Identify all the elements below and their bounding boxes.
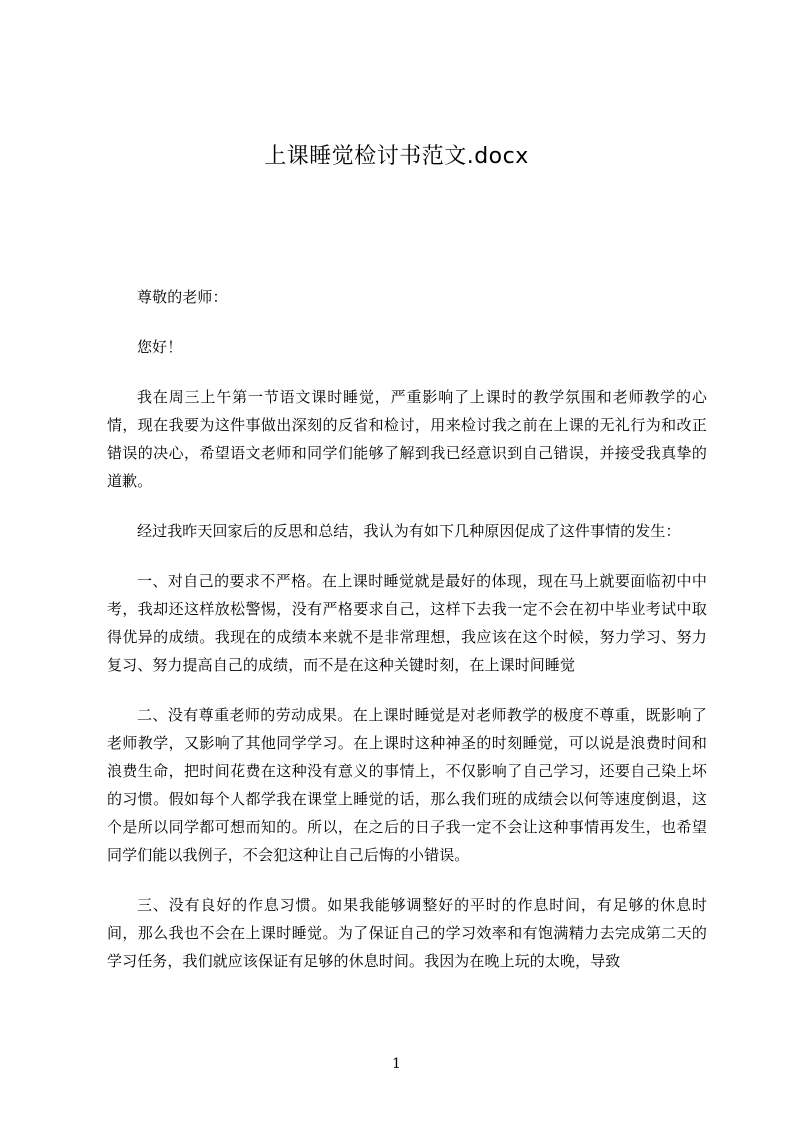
document-title: 上课睡觉检讨书范文.docx xyxy=(264,144,529,169)
body-paragraph: 二、没有尊重老师的劳动成果。在上课时睡觉是对老师教学的极度不尊重，既影响了老师教学，又影响了其他同学学习。在上课时这种神圣的时刻睡觉，可以说是浪费时间和浪费生命，把时间花费在这种没有意义的事情上，不仅影响了自己学习，还要自己染上坏的习惯。假如每个人都学我在课堂上睡觉的话，那么我们班的成绩会以何等速度倒退，这个是所以同学都可想而知的。所以，在之后的日子我一定不会让这种事情再发生，也希望同学们能以我例子，不会犯这种让自己后悔的小错误。 xyxy=(107,706,707,864)
body-paragraph: 三、没有良好的作息习惯。如果我能够调整好的平时的作息时间，有足够的休息时间，那么我也不会在上课时睡觉。为了保证自己的学习效率和有饱满精力去完成第二天的学习任务，我们就应该保证有足够的休息时间。我因为在晚上玩的太晚，导致 xyxy=(107,896,707,970)
body-paragraph: 经过我昨天回家后的反思和总结，我认为有如下几种原因促成了这件事情的发生： xyxy=(137,522,681,540)
body-paragraph: 我在周三上午第一节语文课时睡觉，严重影响了上课时的教学氛围和老师教学的心情，现在我要为这件事做出深刻的反省和检讨，用来检讨我之前在上课的无礼行为和改正错误的决心，希望语文老师和同学们能够了解到我已经意识到自己错误，并接受我真挚的道歉。 xyxy=(107,388,707,490)
salutation: 尊敬的老师： xyxy=(137,288,228,306)
body-paragraph: 一、对自己的要求不严格。在上课时睡觉就是最好的体现，现在马上就要面临初中中考，我却还这样放松警惕，没有严格要求自己，这样下去我一定不会在初中毕业考试中取得优异的成绩。我现在的成绩本来就不是非常理想，我应该在这个时候，努力学习、努力复习、努力提高自己的成绩，而不是在这种关键时刻，在上课时间睡觉 xyxy=(107,572,707,674)
greeting: 您好！ xyxy=(137,338,183,356)
document-body xyxy=(107,283,707,997)
page-number: 1 xyxy=(392,1056,401,1072)
